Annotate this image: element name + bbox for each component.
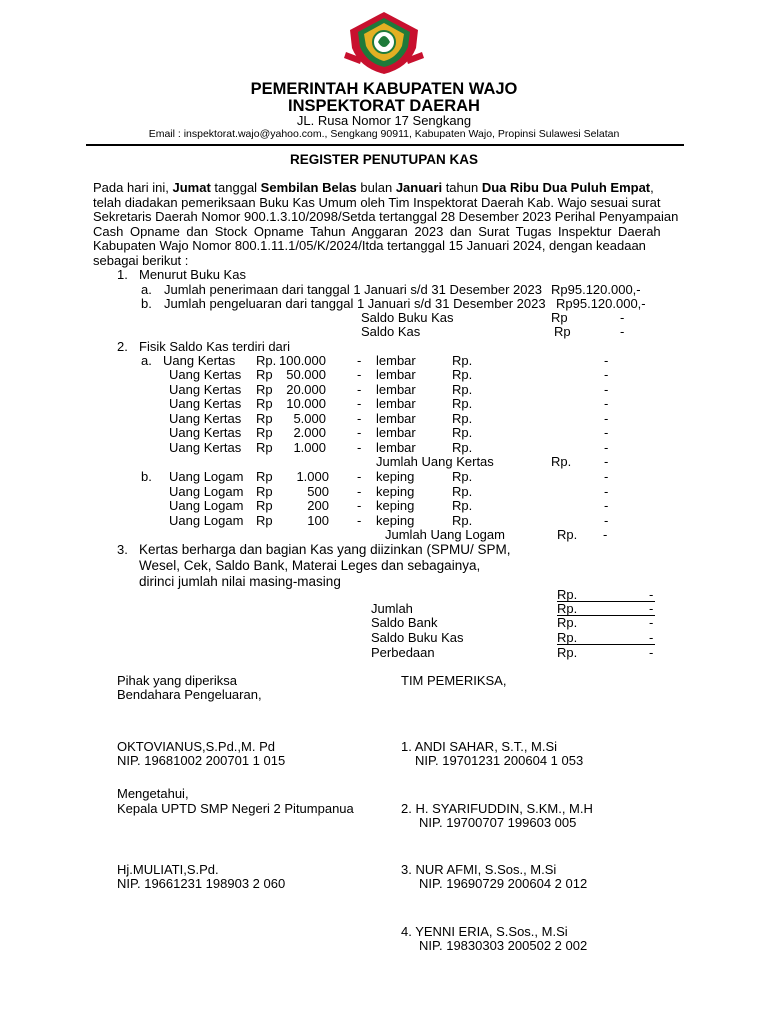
header-line1: PEMERINTAH KABUPATEN WAJO	[250, 80, 518, 98]
intro-line-4: Cash Opname dan Stock Opname Tahun Anggaran 2023 dan Surat Tugas Inspektur Daerah	[93, 223, 661, 239]
kepala-title: Kepala UPTD SMP Negeri 2 Pitumpanua	[117, 801, 354, 816]
pihak-diperiksa-label: Pihak yang diperiksa	[117, 673, 237, 688]
section3-line-2: Wesel, Cek, Saldo Bank, Materai Leges dan sebagainya,	[139, 558, 481, 573]
mengetahui-label: Mengetahui,	[117, 786, 189, 801]
bendahara-name: OKTOVIANUS,S.Pd.,M. Pd	[117, 739, 275, 754]
section1-b-letter: b.	[141, 296, 152, 311]
tim-pemeriksa-label: TIM PEMERIKSA,	[401, 673, 507, 688]
header-email: Email : inspektorat.wajo@yahoo.com., Sengkang 90911, Kabupaten Wajo, Propinsi Sulawesi Selatan	[148, 128, 620, 140]
section1-a-letter: a.	[141, 282, 152, 297]
intro-paragraph	[93, 181, 677, 268]
jumlah-uang-kertas-label: Jumlah Uang Kertas	[376, 454, 494, 469]
section3-line-1: Kertas berharga dan bagian Kas yang diizinkan (SPMU/ SPM,	[139, 542, 511, 557]
section3-line-3: dirinci jumlah nilai masing-masing	[139, 574, 341, 589]
team-member-2-name: 2. H. SYARIFUDDIN, S.KM., M.H	[401, 801, 593, 816]
intro-line-1: Pada hari ini, Jumat tanggal Sembilan Belas bulan Januari tahun Dua Ribu Dua Puluh Empat,	[93, 180, 654, 195]
team-member-1-name: 1. ANDI SAHAR, S.T., M.Si	[401, 739, 558, 754]
jumlah-uang-kertas-value: -	[604, 454, 609, 469]
jumlah-uang-kertas-rp: Rp.	[551, 454, 572, 469]
jumlah-uang-logam-rp: Rp.	[557, 527, 578, 542]
section1-label: Menurut Buku Kas	[139, 267, 246, 282]
section2-label: Fisik Saldo Kas terdiri dari	[139, 339, 290, 354]
saldo-kas-rp: Rp	[554, 324, 571, 339]
jumlah-uang-logam-value: -	[603, 527, 608, 542]
team-member-3-name: 3. NUR AFMI, S.Sos., M.Si	[401, 862, 557, 877]
saldo-buku-kas-value: -	[620, 310, 625, 325]
government-emblem-logo	[342, 8, 426, 76]
intro-line-2: telah diadakan pemeriksaan Buku Kas Umum oleh Tim Inspektorat Daerah Kab. Wajo sesuai surat	[93, 194, 661, 210]
intro-day: Jumat	[172, 180, 211, 195]
intro-line-3: Sekretaris Daerah Nomor 900.1.3.10/2098/Setda tertanggal 28 Desember 2023 Perihal Penyampaian	[93, 209, 679, 224]
section1-a-value: Rp95.120.000,-	[551, 282, 641, 297]
bendahara-title: Bendahara Pengeluaran,	[117, 687, 262, 702]
section1-b-text: Jumlah pengeluaran dari tanggal 1 Januari s/d 31 Desember 2023	[164, 296, 546, 311]
intro-line-6: sebagai berikut :	[93, 252, 189, 268]
section1-a-text: Jumlah penerimaan dari tanggal 1 Januari s/d 31 Desember 2023	[164, 282, 542, 297]
kepala-name: Hj.MULIATI,S.Pd.	[117, 862, 219, 877]
document-title: REGISTER PENUTUPAN KAS	[289, 152, 479, 167]
team-member-3-nip: NIP. 19690729 200604 2 012	[419, 876, 588, 891]
saldo-buku-kas-rp: Rp	[551, 310, 568, 325]
saldo-kas-label: Saldo Kas	[361, 324, 421, 339]
section2-number: 2.	[117, 339, 128, 354]
section2-a-letter: a.	[141, 353, 152, 368]
intro-date: Sembilan Belas	[260, 180, 357, 195]
intro-month: Januari	[395, 180, 443, 195]
saldo-buku-kas-label: Saldo Buku Kas	[361, 310, 454, 325]
section2-b-letter: b.	[141, 469, 152, 484]
team-member-4-nip: NIP. 19830303 200502 2 002	[419, 938, 588, 953]
section1-number: 1.	[117, 267, 128, 282]
team-member-1-nip: NIP. 19701231 200604 1 053	[415, 753, 584, 768]
header-address: JL. Rusa Nomor 17 Sengkang	[296, 113, 472, 128]
kepala-nip: NIP. 19661231 198903 2 060	[117, 876, 286, 891]
team-member-4-name: 4. YENNI ERIA, S.Sos., M.Si	[401, 924, 568, 939]
header-divider	[86, 144, 684, 146]
bendahara-nip: NIP. 19681002 200701 1 015	[117, 753, 286, 768]
intro-line-5: Kabupaten Wajo Nomor 800.1.11.1/05/K/2024/Itda tertanggal 15 Januari 2024, dengan keadaan	[93, 238, 646, 253]
intro-year: Dua Ribu Dua Puluh Empat	[481, 180, 651, 195]
header-line2: INSPEKTORAT DAERAH	[288, 97, 480, 115]
jumlah-uang-logam-label: Jumlah Uang Logam	[385, 527, 505, 542]
team-member-2-nip: NIP. 19700707 199603 005	[419, 815, 577, 830]
section1-b-value: Rp95.120.000,-	[556, 296, 646, 311]
section3-number: 3.	[117, 542, 128, 557]
saldo-kas-value: -	[620, 324, 625, 339]
